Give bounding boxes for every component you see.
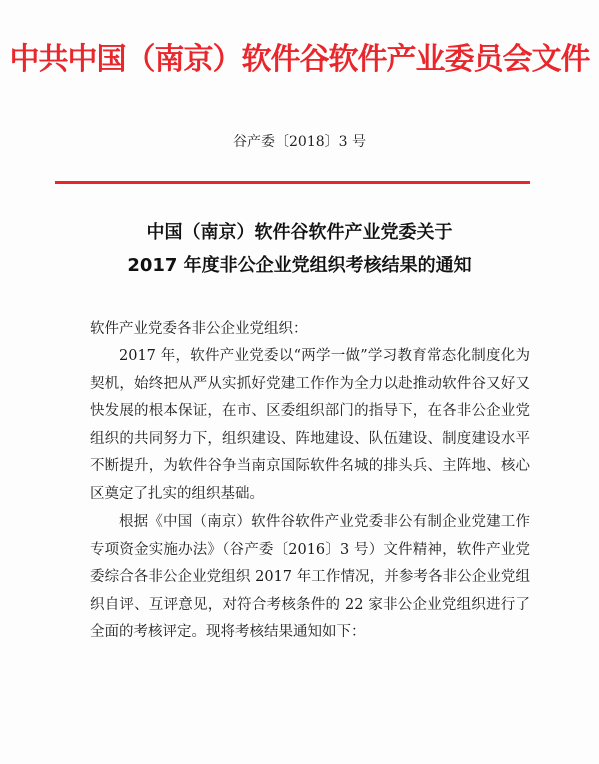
salutation: 软件产业党委各非公企业党组织： bbox=[90, 321, 308, 337]
body-paragraph-2: 根据《中国（南京）软件谷软件产业党委非公有制企业党建工作专项资金实施办法》（谷产委〔2016〕3 号）文件精神，软件产业党委综合各非公企业党组织 2017 年工作情况，并参考各非公企业党组织自评、互评意见，对符合考核条件的 22 家非公企业党组织进行了全面的考核评定。现将考核结果通知如下： bbox=[90, 514, 530, 640]
document-header-title: 中共中国（南京）软件谷软件产业委员会文件 bbox=[9, 42, 590, 77]
red-divider-line bbox=[55, 181, 530, 184]
notice-title-line-2: 2017 年度非公企业党组织考核结果的通知 bbox=[127, 255, 472, 276]
body-paragraph-1: 2017 年，软件产业党委以“两学一做”学习教育常态化制度化为契机，始终把从严从实抓好党建工作作为全力以赴推动软件谷又好又快发展的根本保证，在市、区委组织部门的指导下，在各非公企业党组织的共同努力下，组织建设、阵地建设、队伍建设、制度建设水平不断提升，为软件谷争当南京国际软件名城的排头兵、主阵地、核心区奠定了扎实的组织基础。 bbox=[90, 348, 530, 502]
document-number: 谷产委〔2018〕3 号 bbox=[233, 134, 366, 150]
notice-title-line-1: 中国（南京）软件谷软件产业党委关于 bbox=[146, 222, 453, 243]
